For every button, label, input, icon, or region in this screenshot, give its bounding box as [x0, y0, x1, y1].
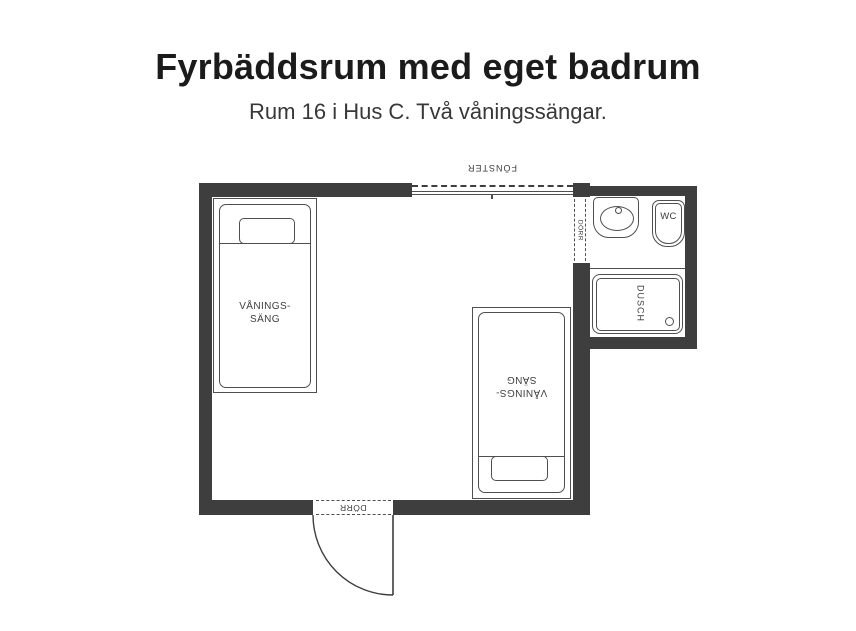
bed-2-blanket-line	[478, 456, 565, 457]
sink-faucet-dot	[615, 207, 622, 214]
bed-1	[213, 198, 317, 393]
main-door-label: DÖRR	[339, 503, 367, 513]
bathroom-divider-line	[590, 268, 685, 269]
wall-top-left	[199, 183, 412, 197]
bed-1-pillow	[239, 218, 295, 244]
bed-1-label: VÅNINGS- SÄNG	[239, 301, 291, 325]
window-dashed-line	[412, 185, 573, 187]
shower-label: DUSCH	[635, 284, 646, 322]
wall-top-right-pillar	[573, 183, 590, 197]
wall-left	[199, 183, 212, 515]
window-label: FÖNSTER	[467, 163, 518, 173]
bed-2	[472, 307, 571, 499]
toilet	[652, 200, 685, 247]
door-swing-arc	[310, 515, 396, 598]
bed-1-blanket-line	[219, 243, 311, 244]
page-subtitle: Rum 16 i Hus C. Två våningssängar.	[249, 99, 607, 124]
wall-right	[573, 263, 590, 515]
wall-bottom-left	[199, 500, 313, 515]
page-title: Fyrbäddsrum med eget badrum	[155, 46, 701, 87]
wall-bathroom-right	[685, 186, 697, 349]
bathroom-door-label: DÖRR	[576, 219, 584, 242]
bed-2-label: VÅNINGS- SÄNG	[495, 374, 548, 398]
wall-bathroom-bottom	[590, 337, 697, 349]
bed-2-pillow	[491, 456, 548, 481]
window-center-tick	[491, 195, 493, 199]
shower-drain	[665, 317, 674, 326]
wall-bathroom-top	[590, 186, 697, 196]
toilet-inner-line	[655, 203, 682, 244]
toilet-label: WC	[660, 211, 677, 222]
wall-bottom-right	[393, 500, 590, 515]
